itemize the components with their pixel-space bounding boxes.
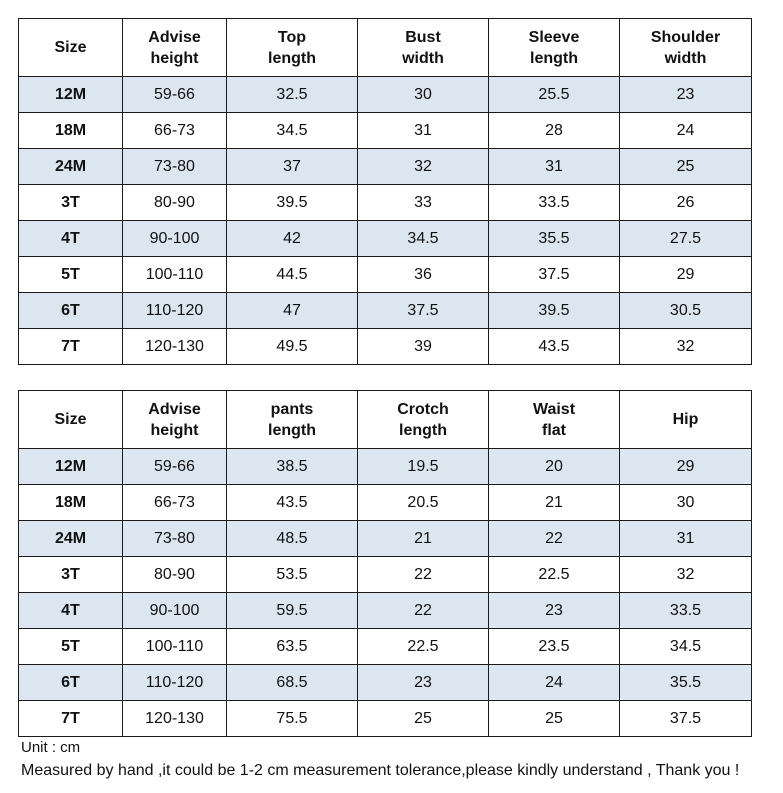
column-header: Advise height	[123, 391, 227, 449]
table-cell: 25	[620, 149, 752, 185]
table-cell: 35.5	[489, 221, 620, 257]
table-row	[19, 665, 752, 701]
size-cell: 3T	[19, 185, 123, 221]
table-cell: 59.5	[227, 593, 358, 629]
table-cell: 75.5	[227, 701, 358, 737]
column-header: Size	[19, 19, 123, 77]
table-cell: 110-120	[123, 665, 227, 701]
table-cell: 59-66	[123, 77, 227, 113]
table-cell: 33.5	[620, 593, 752, 629]
size-cell: 12M	[19, 77, 123, 113]
size-cell: 4T	[19, 221, 123, 257]
size-cell: 7T	[19, 329, 123, 365]
table-cell: 22	[358, 593, 489, 629]
table-cell: 21	[358, 521, 489, 557]
size-cell: 5T	[19, 257, 123, 293]
table-cell: 37.5	[489, 257, 620, 293]
table-cell: 19.5	[358, 449, 489, 485]
table-cell: 23	[489, 593, 620, 629]
table-cell: 68.5	[227, 665, 358, 701]
size-cell: 18M	[19, 113, 123, 149]
unit-note: Unit : cm	[21, 739, 81, 756]
table-cell: 20	[489, 449, 620, 485]
table-cell: 26	[620, 185, 752, 221]
table-cell: 22	[489, 521, 620, 557]
size-cell: 7T	[19, 701, 123, 737]
table-cell: 21	[489, 485, 620, 521]
size-cell: 6T	[19, 293, 123, 329]
table-cell: 39.5	[489, 293, 620, 329]
table-cell: 73-80	[123, 149, 227, 185]
column-header: Top length	[227, 19, 358, 77]
table-cell: 49.5	[227, 329, 358, 365]
size-cell: 5T	[19, 629, 123, 665]
table-cell: 110-120	[123, 293, 227, 329]
table-cell: 32	[358, 149, 489, 185]
table-cell: 59-66	[123, 449, 227, 485]
column-header: pants length	[227, 391, 358, 449]
table-cell: 42	[227, 221, 358, 257]
table-cell: 24	[489, 665, 620, 701]
table-cell: 23	[620, 77, 752, 113]
table-cell: 32	[620, 557, 752, 593]
table-cell: 47	[227, 293, 358, 329]
table-cell: 23.5	[489, 629, 620, 665]
table-cell: 27.5	[620, 221, 752, 257]
table-cell: 100-110	[123, 629, 227, 665]
size-cell: 24M	[19, 149, 123, 185]
table-cell: 31	[358, 113, 489, 149]
table-cell: 39.5	[227, 185, 358, 221]
table-row	[19, 485, 752, 521]
column-header: Sleeve length	[489, 19, 620, 77]
table-cell: 44.5	[227, 257, 358, 293]
table-cell: 25	[358, 701, 489, 737]
table-row	[19, 185, 752, 221]
table-cell: 30	[620, 485, 752, 521]
table-cell: 53.5	[227, 557, 358, 593]
table-cell: 66-73	[123, 485, 227, 521]
table-cell: 30	[358, 77, 489, 113]
table-cell: 63.5	[227, 629, 358, 665]
table-cell: 120-130	[123, 329, 227, 365]
table-row	[19, 293, 752, 329]
table-row	[19, 77, 752, 113]
size-cell: 18M	[19, 485, 123, 521]
table-cell: 48.5	[227, 521, 358, 557]
size-cell: 6T	[19, 665, 123, 701]
column-header: Bust width	[358, 19, 489, 77]
column-header: Advise height	[123, 19, 227, 77]
table-row	[19, 113, 752, 149]
table-cell: 80-90	[123, 185, 227, 221]
bottom-size-table	[18, 390, 752, 737]
measurement-note: Measured by hand ,it could be 1-2 cm measurement tolerance,please kindly understand , Thank you !	[21, 762, 740, 779]
table-cell: 24	[620, 113, 752, 149]
table-row	[19, 257, 752, 293]
table-header-row	[19, 391, 752, 449]
table-cell: 90-100	[123, 221, 227, 257]
table-row	[19, 701, 752, 737]
table-row	[19, 149, 752, 185]
table-cell: 100-110	[123, 257, 227, 293]
size-cell: 4T	[19, 593, 123, 629]
size-cell: 24M	[19, 521, 123, 557]
table-cell: 38.5	[227, 449, 358, 485]
table-cell: 31	[489, 149, 620, 185]
table-cell: 22.5	[489, 557, 620, 593]
table-cell: 30.5	[620, 293, 752, 329]
table-cell: 120-130	[123, 701, 227, 737]
table-row	[19, 221, 752, 257]
column-header: Shoulder width	[620, 19, 752, 77]
column-header: Size	[19, 391, 123, 449]
table-cell: 37	[227, 149, 358, 185]
column-header: Hip	[620, 391, 752, 449]
table-row	[19, 449, 752, 485]
table-cell: 32.5	[227, 77, 358, 113]
table-cell: 37.5	[620, 701, 752, 737]
table-cell: 34.5	[620, 629, 752, 665]
table-cell: 66-73	[123, 113, 227, 149]
table-cell: 33	[358, 185, 489, 221]
table-cell: 36	[358, 257, 489, 293]
table-cell: 31	[620, 521, 752, 557]
table-row	[19, 629, 752, 665]
table-row	[19, 557, 752, 593]
top-size-table	[18, 18, 752, 365]
size-cell: 12M	[19, 449, 123, 485]
table-cell: 32	[620, 329, 752, 365]
column-header: Waist flat	[489, 391, 620, 449]
table-cell: 43.5	[489, 329, 620, 365]
table-cell: 90-100	[123, 593, 227, 629]
table-cell: 43.5	[227, 485, 358, 521]
table-row	[19, 521, 752, 557]
table-cell: 73-80	[123, 521, 227, 557]
table-cell: 37.5	[358, 293, 489, 329]
table-cell: 28	[489, 113, 620, 149]
table-cell: 29	[620, 257, 752, 293]
table-cell: 25	[489, 701, 620, 737]
column-header: Crotch length	[358, 391, 489, 449]
table-cell: 29	[620, 449, 752, 485]
table-cell: 23	[358, 665, 489, 701]
table-cell: 34.5	[358, 221, 489, 257]
table-cell: 20.5	[358, 485, 489, 521]
table-cell: 39	[358, 329, 489, 365]
table-cell: 33.5	[489, 185, 620, 221]
table-cell: 22.5	[358, 629, 489, 665]
table-row	[19, 593, 752, 629]
table-cell: 35.5	[620, 665, 752, 701]
table-cell: 80-90	[123, 557, 227, 593]
table-header-row	[19, 19, 752, 77]
table-cell: 25.5	[489, 77, 620, 113]
table-cell: 34.5	[227, 113, 358, 149]
table-cell: 22	[358, 557, 489, 593]
size-cell: 3T	[19, 557, 123, 593]
table-row	[19, 329, 752, 365]
